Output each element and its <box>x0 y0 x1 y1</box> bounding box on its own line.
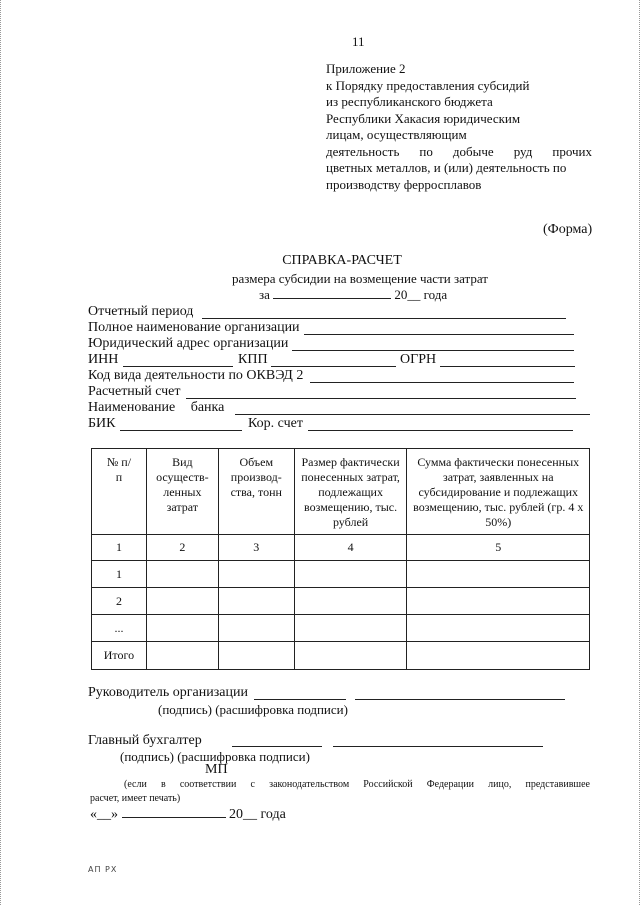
table-row <box>92 561 590 588</box>
field-inn-label: ИНН <box>88 352 119 367</box>
table-cell[interactable] <box>218 588 294 615</box>
field-corr-input[interactable] <box>308 430 573 431</box>
table-cell[interactable] <box>407 588 590 615</box>
field-ogrn-label: ОГРН <box>400 352 437 367</box>
column-number: 3 <box>218 535 294 561</box>
field-inn-input[interactable] <box>123 366 233 367</box>
table-cell[interactable] <box>407 561 590 588</box>
row-label: ... <box>92 615 147 642</box>
table-row <box>92 588 590 615</box>
table-row <box>92 615 590 642</box>
appendix-line: деятельность по добыче руд прочих <box>326 143 592 159</box>
accountant-signature-label: Главный бухгалтер <box>88 733 202 748</box>
table-cell[interactable] <box>294 615 407 642</box>
table-cell[interactable] <box>218 642 294 670</box>
appendix-line: лицам, осуществляющим <box>326 127 467 142</box>
column-number: 4 <box>294 535 407 561</box>
table-cell[interactable] <box>294 561 407 588</box>
head-signature-label: Руководитель организации <box>88 685 248 700</box>
appendix-line: Республики Хакасия юридическим <box>326 110 521 126</box>
document-subtitle: размера субсидии на возмещение части затрат <box>232 271 488 286</box>
appendix-line: к Порядку предоставления субсидий <box>326 77 530 93</box>
table-cell[interactable] <box>218 561 294 588</box>
head-name-input[interactable] <box>355 699 565 700</box>
column-number: 2 <box>146 535 218 561</box>
date-year: 20__ года <box>229 807 286 822</box>
field-period-input[interactable] <box>202 318 566 319</box>
appendix-line: Приложение 2 <box>326 61 406 76</box>
table-cell[interactable] <box>146 615 218 642</box>
appendix-line: производству ферросплавов <box>326 176 482 192</box>
header-cell: Вид осуществ-ленных затрат <box>146 449 218 535</box>
header-cell: Размер фактически понесенных затрат, подлежащих возмещению, тыс. рублей <box>294 449 407 535</box>
field-bank-input[interactable] <box>235 414 590 415</box>
right-page-edge <box>636 0 640 905</box>
field-okved-input[interactable] <box>310 382 574 383</box>
table-cell[interactable] <box>407 615 590 642</box>
head-signature-caption: (подпись) (расшифровка подписи) <box>158 702 348 717</box>
date-month-input[interactable] <box>122 806 226 818</box>
accountant-name-input[interactable] <box>333 746 543 747</box>
header-cell: № п/п <box>92 449 147 535</box>
field-okved-label: Код вида деятельности по ОКВЭД 2 <box>88 368 304 383</box>
form-label: (Форма) <box>543 222 593 237</box>
field-full-name-label: Полное наименование организации <box>88 320 300 335</box>
table-cell[interactable] <box>146 588 218 615</box>
table-header-row <box>92 449 590 535</box>
footer-stamp: АП РХ <box>88 865 118 874</box>
table-cell[interactable] <box>146 642 218 670</box>
document-title: СПРАВКА-РАСЧЕТ <box>282 253 402 268</box>
field-address-input[interactable] <box>292 350 574 351</box>
field-kpp-input[interactable] <box>271 366 396 367</box>
table-cell[interactable] <box>146 561 218 588</box>
field-bik-label: БИК <box>88 416 116 431</box>
table-row <box>92 535 590 561</box>
table-cell[interactable] <box>218 615 294 642</box>
appendix-block <box>326 61 592 193</box>
field-corr-label: Кор. счет <box>248 416 303 431</box>
table-cell[interactable] <box>407 642 590 670</box>
table-cell[interactable] <box>294 588 407 615</box>
calculation-table <box>91 448 590 670</box>
field-bik-input[interactable] <box>120 430 242 431</box>
row-label: 1 <box>92 561 147 588</box>
date-line <box>90 806 286 823</box>
header-cell: Сумма фактически понесенных затрат, заявленных на субсидирование и подлежащих возмещению, тыс. рублей (гр. 4 х 50%) <box>407 449 590 535</box>
column-number: 1 <box>92 535 147 561</box>
field-ogrn-input[interactable] <box>440 366 575 367</box>
field-bank-label: Наименование банка <box>88 400 225 415</box>
accountant-signature-caption: (подпись) (расшифровка подписи) <box>120 749 310 764</box>
left-page-edge <box>0 0 4 905</box>
field-period-label: Отчетный период <box>88 304 194 319</box>
field-account-input[interactable] <box>186 398 576 399</box>
seal-label: МП <box>205 762 228 777</box>
seal-note: (если в соответствии с законодательством Российской Федерации лицо, представившее <box>124 779 590 790</box>
period-input[interactable] <box>273 287 391 299</box>
appendix-line: из республиканского бюджета <box>326 94 493 109</box>
table-row <box>92 642 590 670</box>
header-cell: Объем производ-ства, тонн <box>218 449 294 535</box>
period-line <box>259 287 447 303</box>
period-year: 20__ года <box>394 287 448 302</box>
field-account-label: Расчетный счет <box>88 384 181 399</box>
period-prefix: за <box>259 287 270 302</box>
column-number: 5 <box>407 535 590 561</box>
seal-note: расчет, имеет печать) <box>90 793 181 804</box>
field-address-label: Юридический адрес организации <box>88 336 289 351</box>
row-label: 2 <box>92 588 147 615</box>
table-cell[interactable] <box>294 642 407 670</box>
accountant-signature-input[interactable] <box>232 746 322 747</box>
row-label-total: Итого <box>92 642 147 670</box>
field-full-name-input[interactable] <box>304 334 574 335</box>
field-kpp-label: КПП <box>238 352 268 367</box>
head-signature-input[interactable] <box>254 699 346 700</box>
date-day: «__» <box>90 807 118 822</box>
page-number: 11 <box>352 34 365 49</box>
appendix-line: цветных металлов, и (или) деятельность по <box>326 160 567 175</box>
